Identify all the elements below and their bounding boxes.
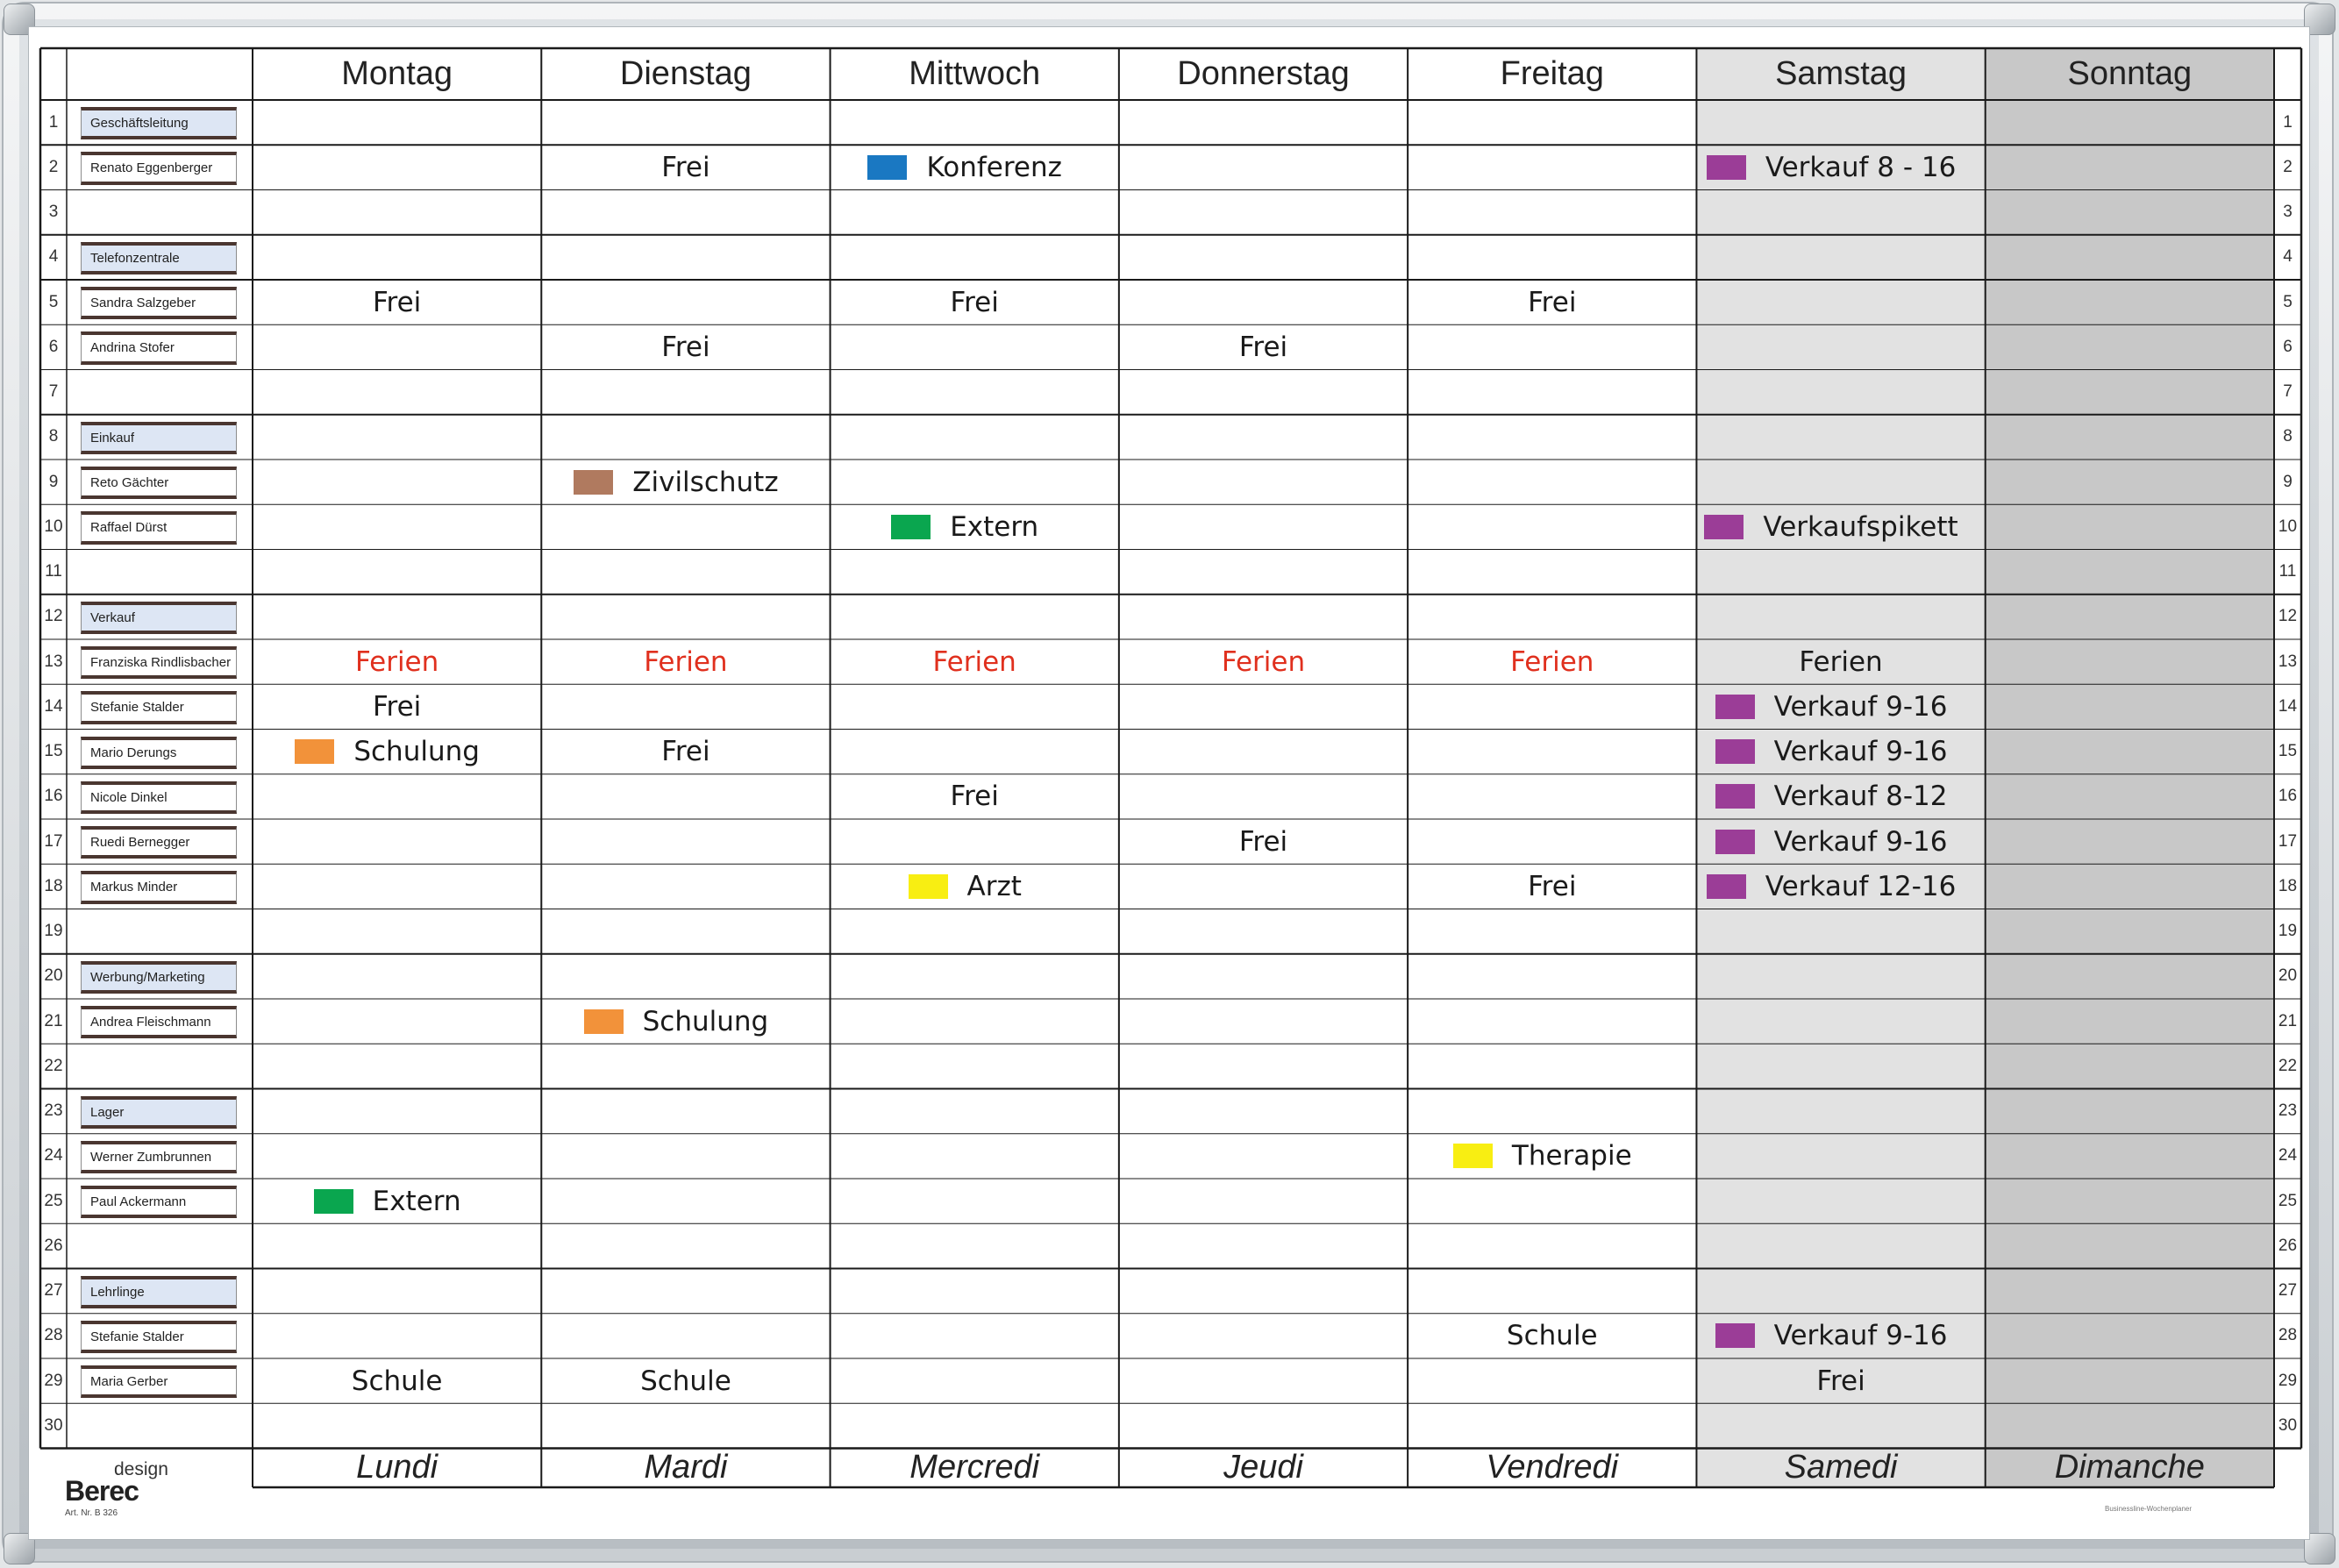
color-magnet[interactable]	[867, 155, 907, 180]
day-header: Mittwoch	[909, 55, 1041, 92]
entry-text: Ferien	[1221, 645, 1306, 678]
row-number-right: 23	[2278, 1101, 2298, 1121]
row-number-left: 3	[48, 203, 59, 222]
row-number-left: 7	[48, 382, 59, 402]
row-number-right: 26	[2278, 1236, 2298, 1255]
entry-text: Verkaufspikett	[1763, 510, 1958, 543]
entry-text: Frei	[1528, 870, 1577, 902]
entry-text: Schulung	[353, 736, 480, 768]
entry-text: Schule	[1506, 1320, 1598, 1352]
schedule-entry	[541, 639, 830, 684]
row-number-left: 13	[44, 652, 63, 671]
day-footer-french: Mercredi	[909, 1449, 1040, 1486]
row-number-right: 29	[2278, 1371, 2298, 1390]
row-number-left: 5	[48, 292, 59, 311]
color-magnet[interactable]	[584, 1009, 624, 1034]
day-footer-french: Mardi	[644, 1449, 728, 1486]
entry-text: Ferien	[1799, 645, 1883, 678]
row-number-right: 8	[2283, 427, 2293, 446]
row-number-right: 24	[2278, 1146, 2298, 1165]
row-number-left: 27	[44, 1281, 63, 1301]
entry-text: Verkauf 8-12	[1773, 780, 1948, 813]
day-footer-french: Jeudi	[1223, 1449, 1303, 1486]
row-number-left: 29	[44, 1371, 63, 1390]
row-number-right: 25	[2278, 1191, 2298, 1210]
schedule-entry	[831, 864, 1119, 909]
person-label: Paul Ackermann	[81, 1186, 237, 1218]
color-magnet[interactable]	[1715, 830, 1755, 854]
row-number-right: 3	[2283, 203, 2293, 222]
row-number-left: 1	[48, 112, 59, 132]
row-number-right: 12	[2278, 607, 2298, 626]
brand-logo	[63, 1458, 186, 1528]
schedule-entry	[541, 999, 830, 1044]
product-name-small-print: Businessline-Wochenplaner	[2105, 1505, 2193, 1513]
color-magnet[interactable]	[1704, 515, 1744, 539]
entry-text: Extern	[372, 1185, 461, 1217]
row-number-right: 9	[2283, 472, 2293, 491]
entry-text: Verkauf 8 - 16	[1765, 151, 1957, 183]
color-magnet[interactable]	[909, 874, 948, 899]
row-number-left: 4	[48, 247, 59, 267]
entry-text: Frei	[372, 690, 422, 723]
person-label: Stefanie Stalder	[81, 1321, 237, 1353]
row-number-left: 23	[44, 1101, 63, 1121]
entry-text: Frei	[661, 736, 710, 768]
row-number-left: 21	[44, 1011, 63, 1030]
schedule-entry	[831, 280, 1119, 324]
row-number-left: 30	[44, 1415, 63, 1435]
entry-text: Verkauf 9-16	[1773, 825, 1948, 858]
day-header: Montag	[341, 55, 453, 92]
day-header: Donnerstag	[1177, 55, 1350, 92]
entry-text: Therapie	[1511, 1140, 1632, 1172]
day-header: Dienstag	[619, 55, 752, 92]
entry-text: Verkauf 9-16	[1773, 736, 1948, 768]
row-number-right: 14	[2278, 696, 2298, 716]
day-footer-french: Lundi	[356, 1449, 439, 1486]
row-number-left: 12	[44, 607, 63, 626]
entry-text: Schule	[640, 1365, 731, 1397]
schedule-entry	[1696, 504, 1985, 549]
logo-design-text: design	[114, 1459, 168, 1479]
person-label: Sandra Salzgeber	[81, 287, 237, 319]
person-label: Maria Gerber	[81, 1365, 237, 1398]
row-number-left: 24	[44, 1146, 63, 1165]
row-number-right: 7	[2283, 382, 2293, 402]
schedule-entry	[1119, 639, 1408, 684]
schedule-entry	[831, 774, 1119, 819]
sunday-shade	[1986, 48, 2274, 1449]
color-magnet[interactable]	[1715, 739, 1755, 764]
schedule-entry	[1696, 639, 1985, 684]
person-label: Nicole Dinkel	[81, 781, 237, 814]
color-magnet[interactable]	[295, 739, 334, 764]
person-label: Andrina Stofer	[81, 331, 237, 364]
entry-text: Ferien	[354, 645, 439, 678]
row-number-right: 15	[2278, 742, 2298, 761]
row-number-left: 18	[44, 876, 63, 895]
schedule-entry	[541, 1358, 830, 1403]
schedule-entry	[831, 504, 1119, 549]
color-magnet[interactable]	[891, 515, 931, 539]
person-label: Raffael Dürst	[81, 511, 237, 544]
row-number-right: 19	[2278, 922, 2298, 941]
department-label: Einkauf	[81, 422, 237, 454]
row-number-left: 28	[44, 1326, 63, 1345]
row-number-right: 16	[2278, 787, 2298, 806]
logo-brand-text: Berec	[65, 1475, 139, 1507]
schedule-entry	[1696, 864, 1985, 909]
row-number-right: 11	[2278, 562, 2297, 581]
row-number-right: 27	[2278, 1281, 2298, 1301]
schedule-entry	[541, 145, 830, 189]
schedule-entry	[1696, 819, 1985, 864]
schedule-entry	[1696, 730, 1985, 774]
entry-text: Verkauf 9-16	[1773, 1320, 1948, 1352]
color-magnet[interactable]	[1715, 784, 1755, 809]
person-label: Reto Gächter	[81, 467, 237, 499]
day-footer-french: Dimanche	[2054, 1449, 2205, 1486]
entry-text: Frei	[372, 286, 422, 318]
row-number-left: 9	[48, 472, 59, 491]
schedule-entry	[253, 1358, 541, 1403]
person-label: Andrea Fleischmann	[81, 1006, 237, 1038]
row-number-right: 10	[2278, 517, 2298, 536]
entry-text: Verkauf 12-16	[1765, 870, 1957, 902]
schedule-entry	[1696, 145, 1985, 189]
color-magnet[interactable]	[1715, 1323, 1755, 1348]
entry-text: Frei	[1816, 1365, 1865, 1397]
row-number-right: 18	[2278, 876, 2298, 895]
row-number-right: 28	[2278, 1326, 2298, 1345]
row-number-left: 17	[44, 831, 63, 851]
entry-text: Frei	[1238, 825, 1288, 858]
schedule-entry	[1408, 280, 1696, 324]
entry-text: Frei	[950, 286, 999, 318]
schedule-entry	[1408, 639, 1696, 684]
color-magnet[interactable]	[1453, 1144, 1493, 1168]
row-number-left: 16	[44, 787, 63, 806]
row-number-right: 1	[2283, 112, 2293, 132]
color-magnet[interactable]	[314, 1189, 353, 1214]
color-magnet[interactable]	[574, 470, 613, 495]
schedule-entry	[831, 145, 1119, 189]
schedule-entry	[1119, 819, 1408, 864]
department-label: Telefonzentrale	[81, 242, 237, 274]
row-number-right: 6	[2283, 337, 2293, 356]
row-number-left: 8	[48, 427, 59, 446]
row-number-right: 21	[2278, 1011, 2298, 1030]
entry-text: Frei	[1528, 286, 1577, 318]
row-number-right: 22	[2278, 1056, 2298, 1075]
schedule-entry	[253, 730, 541, 774]
row-number-right: 2	[2283, 157, 2293, 176]
row-number-left: 14	[44, 696, 63, 716]
entry-text: Arzt	[966, 870, 1022, 902]
logo-article-number: Art. Nr. B 326	[65, 1508, 118, 1518]
schedule-entry	[1696, 1314, 1985, 1358]
row-number-left: 20	[44, 966, 63, 986]
schedule-entry	[1696, 774, 1985, 819]
row-number-left: 15	[44, 742, 63, 761]
row-number-left: 2	[48, 157, 59, 176]
schedule-entry	[253, 1179, 541, 1223]
schedule-entry	[1696, 1358, 1985, 1403]
entry-text: Ferien	[932, 645, 1016, 678]
row-number-left: 22	[44, 1056, 63, 1075]
schedule-entry	[1119, 324, 1408, 369]
schedule-entry	[1696, 684, 1985, 729]
row-number-left: 10	[44, 517, 63, 536]
person-label: Renato Eggenberger	[81, 152, 237, 184]
schedule-entry	[541, 324, 830, 369]
person-label: Markus Minder	[81, 871, 237, 903]
person-label: Stefanie Stalder	[81, 691, 237, 723]
entry-text: Ferien	[1510, 645, 1594, 678]
entry-text: Schule	[351, 1365, 443, 1397]
schedule-entry	[541, 730, 830, 774]
department-label: Lager	[81, 1096, 237, 1129]
entry-text: Frei	[1238, 331, 1288, 363]
day-header: Freitag	[1500, 55, 1604, 92]
day-footer-french: Samedi	[1784, 1449, 1898, 1486]
person-label: Mario Derungs	[81, 737, 237, 769]
department-label: Verkauf	[81, 602, 237, 634]
color-magnet[interactable]	[1715, 695, 1755, 719]
entry-text: Zivilschutz	[632, 466, 779, 498]
schedule-entry	[1408, 864, 1696, 909]
color-magnet[interactable]	[1707, 874, 1746, 899]
entry-text: Frei	[661, 331, 710, 363]
color-magnet[interactable]	[1707, 155, 1746, 180]
department-label: Geschäftsleitung	[81, 107, 237, 139]
day-footer-french: Vendredi	[1486, 1449, 1619, 1486]
row-number-right: 4	[2283, 247, 2293, 267]
person-label: Ruedi Bernegger	[81, 826, 237, 859]
row-number-right: 30	[2278, 1415, 2298, 1435]
entry-text: Verkauf 9-16	[1773, 690, 1948, 723]
department-label: Werbung/Marketing	[81, 961, 237, 994]
row-number-left: 25	[44, 1191, 63, 1210]
row-number-left: 19	[44, 922, 63, 941]
entry-text: Frei	[661, 151, 710, 183]
person-label: Franziska Rindlisbacher	[81, 646, 237, 679]
entry-text: Extern	[950, 510, 1039, 543]
row-number-right: 13	[2278, 652, 2298, 671]
entry-text: Schulung	[642, 1005, 769, 1037]
entry-text: Konferenz	[926, 151, 1062, 183]
row-number-right: 17	[2278, 831, 2298, 851]
day-header: Sonntag	[2067, 55, 2193, 92]
person-label: Werner Zumbrunnen	[81, 1141, 237, 1173]
entry-text: Frei	[950, 780, 999, 813]
schedule-entry	[253, 639, 541, 684]
schedule-entry	[541, 460, 830, 504]
row-number-left: 11	[45, 562, 62, 581]
row-number-right: 20	[2278, 966, 2298, 986]
day-header: Samstag	[1775, 55, 1908, 92]
schedule-entry	[253, 684, 541, 729]
department-label: Lehrlinge	[81, 1276, 237, 1308]
schedule-entry	[1408, 1314, 1696, 1358]
schedule-entry	[253, 280, 541, 324]
row-number-left: 26	[44, 1236, 63, 1255]
schedule-entry	[831, 639, 1119, 684]
schedule-entry	[1408, 1134, 1696, 1179]
row-number-left: 6	[48, 337, 59, 356]
entry-text: Ferien	[644, 645, 728, 678]
row-number-right: 5	[2283, 292, 2293, 311]
